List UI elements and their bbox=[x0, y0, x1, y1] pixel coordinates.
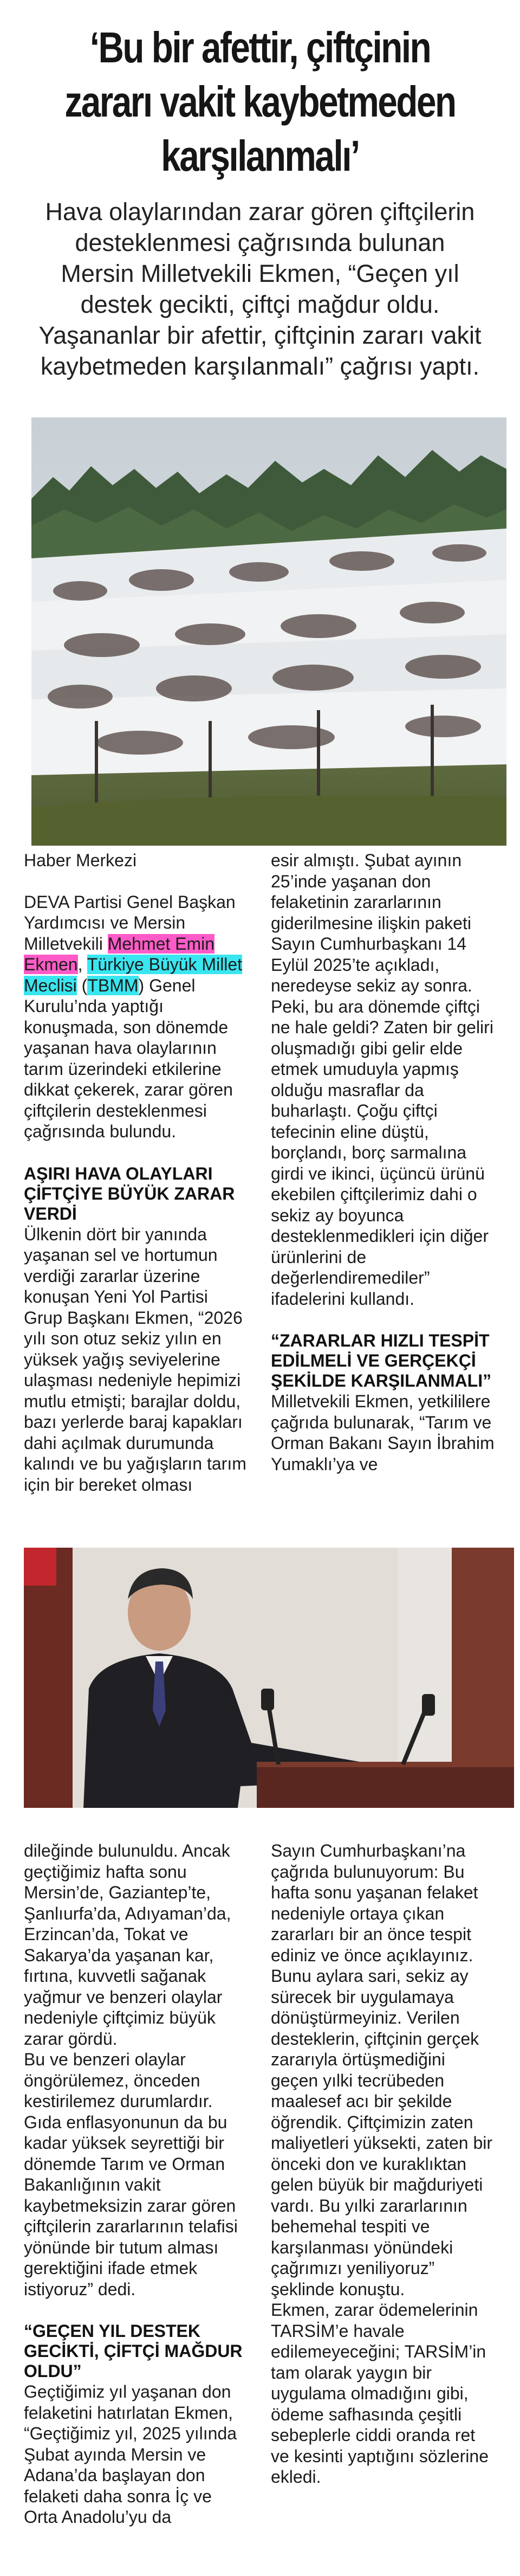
intro-paragraph bbox=[24, 892, 249, 1142]
col2-paragraph-2: Milletvekili Ekmen, yetkililere çağrıda bulunarak, “Tarım ve Orman Bakanı Sayın İbrahim Yumaklı’ya ve bbox=[271, 1392, 495, 1474]
col4-paragraph-2: Ekmen, zarar ödemelerinin TARSİM’e havale edilemeyeceğini; TARSİM’in tam olarak yaygın bir uygulama olmadığını gibi, ödeme safhasında çeşitli sebeplerle ciddi oranda ret ve kesinti yaptığını sözlerine ekledi. bbox=[271, 2300, 489, 2487]
orchard-photo bbox=[31, 417, 506, 846]
col4-paragraph-1: Sayın Cumhurbaşkanı’na çağrıda bulunuyorum: Bu hafta sonu yaşanan felaket nedeniyle ortaya çıkan zararları bir an önce tespit ediniz ve önce açıklayınız. Bunu aylara sari, sekiz ay sürecek bir uygulamaya dönüştürmeyiniz. Verilen desteklerin, çiftçinin gerçek zararıyla örtüşmediğini geçen yılki tecrübeden maalesef acı bir şekilde öğrendik. Çiftçimizin zaten maliyetleri yüksekti, zaten bir önceki don ve kuraklıktan gelen büyük bir mağduriyeti vardı. Bu yılki zararlarının behemehal tespiti ve karşılanması yönündeki çağrımızı yeniliyoruz” şeklinde konuştu. bbox=[271, 1841, 493, 2299]
orchard-photo-illustration bbox=[31, 417, 506, 846]
parliament-abbr-highlight: TBMM bbox=[87, 975, 139, 995]
parliament-name-highlight: Türkiye Büyük Millet Meclisi bbox=[24, 955, 243, 995]
mp-name-highlight: Mehmet Emin Ekmen bbox=[24, 933, 215, 974]
section-heading-delay: “GEÇEN YIL DESTEK GECİKTİ, ÇİFTÇİ MAĞDUR OLDU” bbox=[24, 2321, 243, 2381]
section1-paragraph: Ülkenin dört bir yanında yaşanan sel ve hortumun verdiği zararlar üzerine konuşan Yeni Yol Partisi Grup Başkanı Ekmen, “2026 yılı son otuz sekiz yılın en yüksek yağış seviyelerine ulaşması nedeniyle hepimizi mutlu etmişti; barajlar doldu, bazı yerlerde baraj kapakları dahi açılmak durumunda kalındı ve bu yağışların tarım için bir bereket olması bbox=[24, 1224, 246, 1495]
paren-open: ( bbox=[76, 975, 88, 995]
column-3 bbox=[24, 1840, 249, 2528]
speaker-photo-illustration bbox=[24, 1548, 514, 1808]
section-heading-weather: AŞIRI HAVA OLAYLARI ÇİFTÇİYE BÜYÜK ZARAR VERDİ bbox=[24, 1163, 235, 1223]
column-1 bbox=[24, 850, 249, 1495]
paragraph-gap bbox=[24, 871, 249, 892]
article-spot: Hava olaylarından zarar gören çiftçilerin desteklenmesi çağrısında bulunan Mersin Milletvekili Ekmen, “Geçen yıl destek gecikti, çiftçi mağdur oldu. Yaşananlar bir afettir, çiftçinin zararı vakit kaybetmeden karşılanmalı” çağrısı yaptı. bbox=[38, 198, 482, 380]
intro-separator: , bbox=[77, 955, 87, 974]
intro-after: Genel Kurulu’nda yaptığı konuşmada, son dönemde yaşanan hava olaylarının tarım üzerindeki etkilerine dikkat çekerek, zarar gören çiftçilerin desteklenmesi çağrısında bulundu. bbox=[24, 975, 233, 1141]
byline: Haber Merkezi bbox=[24, 851, 137, 870]
intro-before: DEVA Partisi Genel Başkan Yardımcısı ve Mersin Milletvekili bbox=[24, 892, 236, 954]
col3-paragraph-1: dileğinde bulunuldu. Ancak geçtiğimiz hafta sonu Mersin’de, Gaziantep’te, Şanlıurfa’da, Adıyaman’da, Erzincan’da, Tokat ve Sakarya’da yaşanan kar, fırtına, kuvvetli sağanak yağmur ve benzeri olaylar nedeniyle çiftçimiz büyük zarar gördü. bbox=[24, 1841, 231, 2049]
column-2 bbox=[271, 850, 496, 1474]
column-4 bbox=[271, 1840, 496, 2488]
col2-paragraph-1: esir almıştı. Şubat ayının 25’inde yaşanan don felaketinin zararlarının giderilmesine ilişkin paketi Sayın Cumhurbaşkanı 14 Eylül 2025’te açıkladı, neredeyse sekiz ay sonra. Peki, bu ara dönemde çiftçi ne hale geldi? Zaten bir geliri oluşmadığı gibi gelir elde etmek umuduyla yapmış olduğu masraflar da buharlaştı. Çoğu çiftçi tefecinin eline düştü, borçlandı, borç sarmalına girdi ve ikinci, üçüncü ürünü ekebilen çiftçilerimiz dahi o sekiz ay boyunca desteklenmedikleri için diğer ürünlerini de değerlendiremediler” ifadelerini kullandı. bbox=[271, 851, 493, 1309]
col3-paragraph-3: Geçtiğimiz yıl yaşanan don felaketini hatırlatan Ekmen, “Geçtiğimiz yıl, 2025 yılında Şubat ayında Mersin ve Adana’da başlayan don felaketi daha sonra İç ve Orta Anadolu’yu da bbox=[24, 2382, 237, 2527]
col3-paragraph-2: Bu ve benzeri olaylar öngörülemez, önceden kestirilemez durumlardır. Gıda enflasyonunun da bu kadar yüksek seyrettiği bir dönemde Tarım ve Orman Bakanlığının vakit kaybetmeksizin zarar gören çiftçilerin zararlarının telafisi yönünde bir tutum alması gerektiğini ifade etmek istiyoruz” dedi. bbox=[24, 2050, 238, 2299]
section-heading-losses: “ZARARLAR HIZLI TESPİT EDİLMELİ VE GERÇEKÇİ ŞEKİLDE KARŞILANMALI” bbox=[271, 1331, 492, 1390]
speaker-photo bbox=[24, 1548, 514, 1808]
article-headline: ‘Bu bir afettir, çiftçinin zararı vakit kaybetmeden karşılanmalı’ bbox=[64, 23, 456, 180]
paren-close: ) bbox=[138, 975, 145, 995]
